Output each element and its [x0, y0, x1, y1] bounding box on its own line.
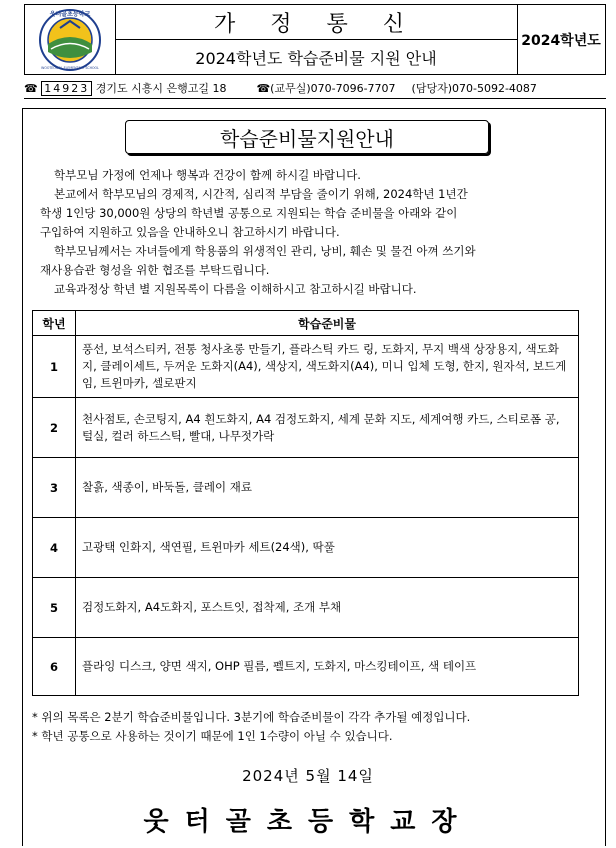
grade-cell: 6 — [33, 638, 76, 696]
school-logo-cell — [25, 5, 116, 74]
logo-text: 웃터골초등학교 — [49, 10, 91, 18]
table-row — [33, 518, 579, 578]
intro-line: 학부모님 가정에 언제나 행복과 건강이 함께 하시길 바랍니다. — [54, 168, 361, 182]
phone-icon: ☎ — [256, 82, 271, 95]
items-cell: 찰흙, 색종이, 바둑돌, 클레이 재료 — [76, 458, 579, 518]
issue-date: 2024년 5월 14일 — [242, 767, 374, 785]
items-cell: 고광택 인화지, 색연필, 트윈마카 세트(24색), 딱풀 — [76, 518, 579, 578]
table-row — [33, 336, 579, 398]
newsletter-title: 가 정 통 신 — [115, 5, 517, 40]
principal-signature: 웃터골초등학교장 — [143, 807, 473, 837]
grade-cell: 1 — [33, 336, 76, 398]
items-column-header: 학습준비물 — [76, 311, 579, 336]
items-cell: 플라잉 디스크, 양면 색지, OHP 필름, 펠트지, 도화지, 마스킹테이프, 색 테이프 — [76, 638, 579, 696]
postal-code: 14923 — [41, 81, 92, 96]
year-label: 2024학년도 — [521, 32, 601, 49]
grade-cell: 5 — [33, 578, 76, 638]
supplies-table — [32, 310, 579, 696]
house-icon: ☎ — [24, 82, 38, 95]
grade-cell: 3 — [33, 458, 76, 518]
school-logo — [33, 8, 107, 72]
title-cell — [115, 5, 518, 74]
items-cell: 검정도화지, A4도화지, 포스트잇, 접착제, 조개 부채 — [76, 578, 579, 638]
table-header-row — [33, 311, 579, 336]
table-row — [33, 398, 579, 458]
intro-line: 학부모님께서는 자녀들에게 학용품의 위생적인 관리, 낭비, 훼손 및 물건 아껴 쓰기와 — [54, 244, 476, 258]
header-divider — [24, 98, 606, 99]
grade-cell: 2 — [33, 398, 76, 458]
newsletter-subtitle: 2024학년도 학습준비물 지원 안내 — [195, 48, 437, 68]
intro-line: 본교에서 학부모님의 경제적, 시간적, 심리적 부담을 줄이기 위해, 2024학년 1년간 — [54, 187, 468, 201]
intro-line: 교육과정상 학년 별 지원목록이 다름을 이해하시고 참고하시길 바랍니다. — [54, 282, 417, 296]
logo-subtext: WOOTEOGOL ELEMENTARY SCHOOL — [41, 65, 99, 70]
table-row — [33, 578, 579, 638]
grade-cell: 4 — [33, 518, 76, 578]
address-block — [24, 80, 226, 96]
office-phone: (교무실)070-7096-7707 — [270, 82, 396, 95]
intro-paragraph — [40, 166, 594, 299]
letter-header — [24, 4, 606, 75]
items-cell: 풍선, 보석스티커, 전통 청사초롱 만들기, 플라스틱 카드 링, 도화지, 무지 백색 상장용지, 색도화지, 클레이세트, 두꺼운 도화지(A4), 색상지, 색도화지(A4), 미니 입체 도형, 한지, 원자석, 보드게임, 트윈마카, 셀로판지 — [76, 336, 579, 398]
footnote: * 위의 목록은 2분기 학습준비물입니다. 3분기에 학습준비물이 각각 추가될 예정입니다. — [32, 710, 471, 724]
intro-line: 구입하여 지원하고 있음을 안내하오니 참고하시기 바랍니다. — [40, 225, 340, 239]
staff-phone: (담당자)070-5092-4087 — [411, 82, 537, 95]
main-title: 학습준비물지원안내 — [125, 120, 489, 154]
school-address: 경기도 시흥시 은행고길 18 — [95, 82, 227, 95]
intro-line: 학생 1인당 30,000원 상당의 학년별 공통으로 지원되는 학습 준비물을 아래와 같이 — [40, 206, 458, 220]
office-phone-block — [256, 80, 395, 96]
footnote: * 학년 공통으로 사용하는 것이기 때문에 1인 1수량이 아닐 수 있습니다. — [32, 729, 393, 743]
contact-line — [24, 79, 606, 97]
intro-line: 재사용습관 형성을 위한 협조를 부탁드립니다. — [40, 263, 270, 277]
grade-column-header: 학년 — [33, 311, 76, 336]
table-row — [33, 458, 579, 518]
footnotes — [32, 708, 470, 746]
table-row — [33, 638, 579, 696]
items-cell: 천사점토, 손코팅지, A4 흰도화지, A4 검정도화지, 세계 문화 지도, 세계여행 카드, 스티로폼 공, 털실, 컬러 하드스틱, 빨대, 나무젓가락 — [76, 398, 579, 458]
